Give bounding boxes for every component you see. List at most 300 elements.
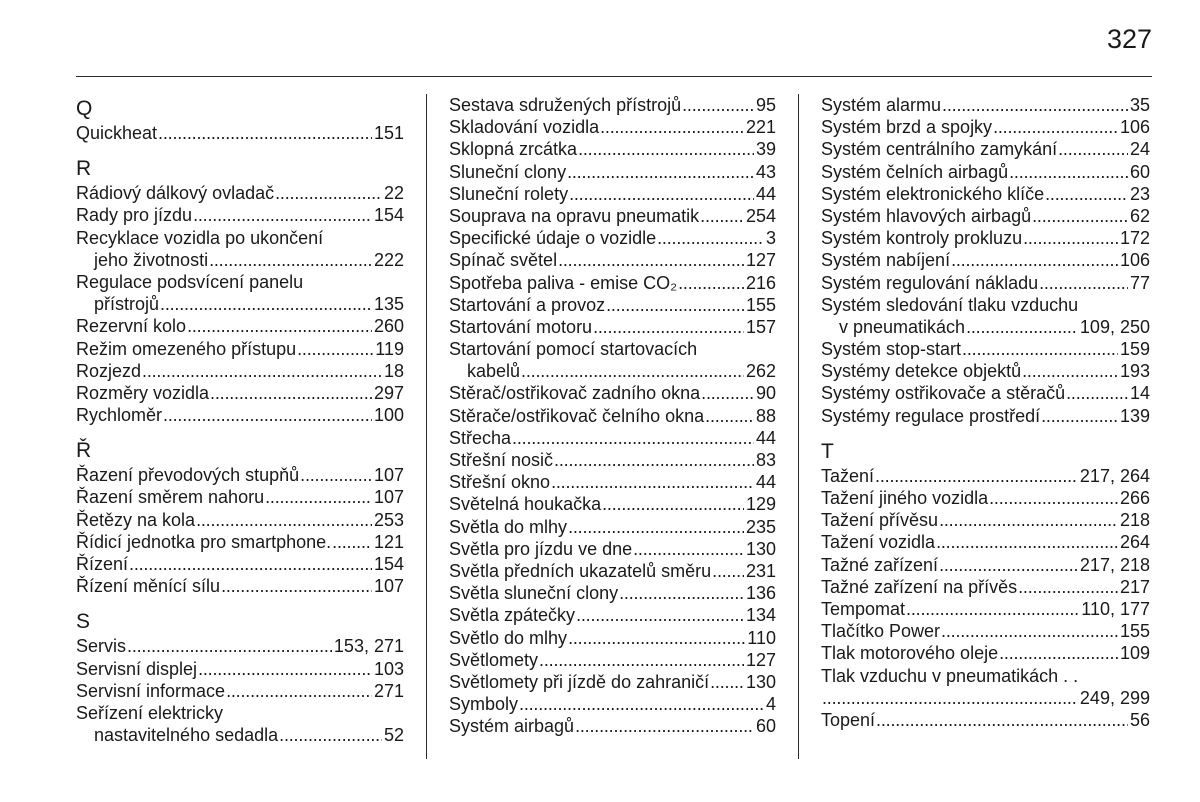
index-entry	[76, 249, 404, 271]
index-entry-term: Stěrač/ostřikovač zadního okna	[449, 383, 701, 404]
index-entry-first-line: Startování pomocí startovacích	[449, 339, 698, 360]
dot-leader	[196, 509, 372, 531]
index-entry-term: Světelná houkačka	[449, 494, 602, 515]
index-entry-page: 103	[373, 658, 404, 679]
index-entry-term: Tažení jiného vozidla	[821, 488, 989, 508]
index-entry-page: 35	[1129, 95, 1150, 115]
index-entry-term: Startování a provoz	[449, 294, 606, 315]
index-entry-term: Systémy regulace prostředí	[821, 405, 1041, 426]
dot-leader	[962, 338, 1118, 360]
index-entry	[449, 560, 776, 582]
index-entry-page: 60	[755, 716, 776, 737]
index-entry-page: 110, 177	[1081, 598, 1150, 619]
dot-leader	[682, 94, 754, 116]
index-entry	[76, 293, 404, 315]
index-entry	[821, 138, 1150, 160]
index-entry-page: 154	[373, 554, 404, 574]
dot-leader	[554, 449, 754, 471]
index-entry	[821, 338, 1150, 360]
index-entry	[821, 509, 1150, 531]
index-entry-term: Spotřeba paliva - emise CO₂	[449, 272, 678, 293]
index-entry-page: 266	[1119, 488, 1150, 508]
dot-leader	[160, 293, 372, 315]
index-entry-term: Servisní informace	[76, 680, 226, 701]
index-entry	[821, 487, 1150, 509]
index-entry-term: Světla do mlhy	[449, 516, 568, 537]
index-entry-term: Rozměry vozidla	[76, 382, 210, 403]
index-entry	[449, 471, 776, 493]
index-entry	[449, 227, 776, 249]
index-entry-page: 130	[745, 671, 776, 692]
index-entry-page: 106	[1119, 250, 1150, 271]
index-entry-page: 121	[373, 531, 404, 552]
index-entry-term: Rady pro jízdu	[76, 205, 193, 226]
index-entry	[449, 272, 776, 294]
index-entry-term: Systém čelních airbagů	[821, 161, 1009, 182]
index-entry	[449, 604, 776, 626]
index-entry	[449, 449, 776, 471]
index-entry-page: 235	[745, 516, 776, 537]
dot-leader	[941, 620, 1118, 642]
dot-leader	[539, 649, 744, 671]
dot-leader	[966, 316, 1078, 338]
dot-leader	[129, 553, 372, 575]
index-entry-term: Řazení převodových stupňů	[76, 465, 300, 486]
index-entry	[821, 554, 1150, 576]
index-entry	[76, 509, 404, 531]
index-entry-page: 77	[1129, 272, 1150, 293]
index-entry	[449, 360, 776, 382]
index-entry	[76, 338, 404, 360]
index-entry-term: Světlomety při jízdě do zahraničí	[449, 671, 710, 692]
dot-leader	[822, 687, 1078, 709]
index-entry-page: 217, 264	[1079, 465, 1150, 486]
index-entry-page: 222	[373, 249, 404, 270]
index-entry-term: Rezervní kolo	[76, 316, 187, 337]
index-entry	[76, 360, 404, 382]
index-entry	[821, 316, 1150, 338]
section-letter: T	[821, 439, 834, 463]
dot-leader	[906, 598, 1079, 620]
index-entry-term: Systém brzd a spojky	[821, 117, 993, 138]
dot-leader	[142, 360, 382, 382]
index-entry-term: Sestava sdružených přístrojů	[449, 95, 682, 115]
index-entry-page: 172	[1119, 228, 1150, 249]
index-entry-page: 119	[375, 338, 404, 359]
index-entry-page: 297	[373, 382, 404, 403]
index-entry-page: 90	[755, 383, 776, 404]
index-entry-first-line: Regulace podsvícení panelu	[76, 271, 304, 292]
dot-leader	[876, 709, 1128, 731]
dot-leader	[875, 465, 1078, 487]
dot-leader	[1041, 405, 1118, 427]
index-entry	[449, 183, 776, 205]
dot-leader	[163, 404, 372, 426]
dot-leader	[193, 204, 372, 226]
index-entry	[449, 138, 776, 160]
index-entry	[821, 531, 1150, 553]
index-entry-term: Střešní nosič	[449, 450, 554, 470]
dot-leader	[712, 560, 744, 582]
index-entry-term: Světla předních ukazatelů směru	[449, 560, 712, 581]
index-entry	[449, 161, 776, 183]
index-entry-page: 110	[747, 627, 776, 648]
index-entry	[821, 116, 1150, 138]
dot-leader	[999, 642, 1118, 664]
index-entry-page: 95	[755, 95, 776, 115]
index-entry-page: 127	[745, 250, 776, 271]
dot-leader	[936, 531, 1118, 553]
index-entry-term: Tažné zařízení na přívěs	[821, 576, 1018, 597]
index-entry-page: 44	[755, 427, 776, 448]
index-entry	[821, 249, 1150, 271]
index-entry-page: 264	[1119, 532, 1150, 553]
index-entry-term: Symboly	[449, 694, 519, 715]
index-entry	[821, 642, 1150, 664]
dot-leader	[512, 427, 754, 449]
index-entry-page: 62	[1129, 205, 1150, 226]
index-entry-page: 151	[373, 123, 404, 143]
index-entry-term: Řízení	[76, 554, 129, 574]
index-entry-term: Řízení měnící sílu	[76, 576, 221, 597]
dot-leader	[1032, 205, 1128, 227]
index-entry-term: Systém airbagů	[449, 716, 575, 737]
index-entry	[821, 598, 1150, 620]
index-entry	[449, 249, 776, 271]
index-entry	[449, 649, 776, 671]
index-entry	[449, 116, 776, 138]
index-entry	[449, 538, 776, 560]
index-entry	[821, 576, 1150, 598]
index-entry-page: 83	[755, 450, 776, 470]
index-entry-term: Systém stop-start	[821, 339, 962, 360]
index-entry-page: 217	[1119, 576, 1150, 597]
index-entry	[449, 427, 776, 449]
dot-leader	[332, 531, 372, 553]
index-entry	[449, 316, 776, 338]
dot-leader	[593, 316, 744, 338]
section-letter: R	[76, 157, 92, 181]
index-column-3	[821, 94, 1150, 731]
index-entry	[821, 405, 1150, 427]
index-entry-term: Systémy detekce objektů	[821, 361, 1022, 382]
dot-leader	[209, 249, 372, 271]
index-entry-term: Sklopná zrcátka	[449, 139, 578, 160]
index-entry-page: 24	[1129, 139, 1150, 160]
dot-leader	[521, 360, 744, 382]
index-entry-page: 60	[1129, 161, 1150, 182]
index-entry-page: 157	[745, 316, 776, 337]
index-entry-term: Světla pro jízdu ve dne	[449, 538, 633, 559]
index-entry	[449, 382, 776, 404]
index-entry-page: 254	[745, 205, 776, 226]
index-entry-term: Tempomat	[821, 598, 906, 619]
index-entry-term: Tlak motorového oleje	[821, 643, 999, 664]
dot-leader	[678, 272, 744, 294]
index-entry-page: 39	[755, 139, 776, 160]
index-entry-term: Specifické údaje o vozidle	[449, 228, 657, 249]
index-entry	[76, 658, 404, 680]
dot-leader	[1066, 382, 1128, 404]
dot-leader	[1022, 360, 1118, 382]
index-entry-page: 216	[745, 272, 776, 293]
section-letter: Ř	[76, 439, 92, 463]
index-entry	[821, 272, 1150, 294]
index-entry-page: 218	[1119, 510, 1150, 531]
index-entry-page: 262	[745, 361, 776, 382]
index-entry	[449, 693, 776, 715]
index-entry-page: 107	[373, 487, 404, 508]
dot-leader	[187, 315, 372, 337]
index-entry-term: Řetězy na kola	[76, 509, 196, 530]
column-divider-1	[426, 94, 427, 759]
index-entry-first-line: Tlak vzduchu v pneumatikách . .	[821, 665, 1079, 686]
column-divider-2	[798, 94, 799, 759]
index-entry-term: Rozjezd	[76, 360, 142, 381]
index-entry-term: Tlačítko Power	[821, 621, 941, 642]
index-entry-page: 107	[373, 465, 404, 486]
dot-leader	[221, 575, 372, 597]
index-entry	[76, 724, 404, 746]
index-entry-page: 18	[383, 360, 404, 381]
index-entry	[76, 204, 404, 226]
index-entry-page: 155	[1119, 621, 1150, 642]
index-entry-page: 14	[1129, 383, 1150, 404]
index-entry-term: Quickheat	[76, 123, 158, 143]
index-entry-page: 249, 299	[1079, 687, 1150, 708]
index-entry	[449, 582, 776, 604]
dot-leader	[701, 382, 754, 404]
section-letter: Q	[76, 97, 93, 120]
index-entry-page: 44	[755, 183, 776, 204]
dot-leader	[567, 161, 754, 183]
index-entry-page: 159	[1119, 339, 1150, 360]
dot-leader	[1023, 227, 1118, 249]
index-entry-term: Řídicí jednotka pro smartphone.	[76, 531, 332, 552]
index-entry-term: Systém kontroly prokluzu	[821, 228, 1023, 249]
index-entry	[821, 205, 1150, 227]
index-entry-page: 109	[1119, 643, 1150, 664]
index-entry-term: Systém alarmu	[821, 95, 942, 115]
dot-leader	[1045, 183, 1128, 205]
index-entry-page: 253	[373, 509, 404, 530]
index-entry-page: 154	[373, 205, 404, 226]
dot-leader	[568, 627, 745, 649]
index-entry-term: Skladování vozidla	[449, 117, 600, 138]
index-entry-page: 231	[745, 560, 776, 581]
index-entry-page: 129	[745, 494, 776, 515]
index-entry-term: Systém elektronického klíče	[821, 183, 1045, 204]
index-entry-term: Stěrače/ostřikovač čelního okna	[449, 405, 705, 426]
index-entry-term: Systém centrálního zamykání	[821, 139, 1058, 160]
index-entry	[76, 575, 404, 597]
index-entry	[449, 671, 776, 693]
dot-leader	[551, 471, 754, 493]
index-entry-term: v pneumatikách	[839, 316, 966, 337]
index-entry-term: kabelů	[467, 361, 521, 382]
index-entry	[821, 227, 1150, 249]
index-entry	[449, 627, 776, 649]
dot-leader	[265, 486, 372, 508]
index-entry	[76, 464, 404, 486]
dot-leader	[1058, 138, 1128, 160]
dot-leader	[710, 671, 744, 693]
index-entry-term: jeho životnosti	[94, 249, 209, 270]
dot-leader	[568, 516, 744, 538]
index-entry-term: Rádiový dálkový ovladač	[76, 183, 275, 204]
index-entry	[76, 404, 404, 426]
dot-leader	[1009, 161, 1128, 183]
index-entry	[76, 382, 404, 404]
index-entry	[76, 553, 404, 575]
dot-leader	[1018, 576, 1118, 598]
index-entry-term: přístrojů	[94, 294, 160, 315]
index-entry-term: Tažení	[821, 465, 875, 486]
index-entry-term: Systém regulování nákladu	[821, 272, 1039, 293]
dot-leader	[619, 582, 744, 604]
index-column-2	[449, 94, 776, 737]
index-entry-page: 107	[373, 576, 404, 597]
index-entry-page: 217, 218	[1079, 554, 1150, 575]
dot-leader	[700, 205, 744, 227]
index-entry	[76, 680, 404, 702]
dot-leader	[993, 116, 1118, 138]
dot-leader	[1039, 272, 1128, 294]
index-entry-term: Startování motoru	[449, 316, 593, 337]
index-entry-term: Souprava na opravu pneumatik	[449, 205, 700, 226]
index-entry	[821, 360, 1150, 382]
header-rule	[76, 76, 1152, 77]
page-number: 327	[1106, 24, 1152, 54]
index-entry	[821, 620, 1150, 642]
index-entry-term: Řazení směrem nahoru	[76, 487, 265, 508]
dot-leader	[939, 554, 1078, 576]
index-entry-term: Tažení vozidla	[821, 532, 936, 553]
dot-leader	[127, 635, 332, 657]
index-entry-page: 3	[765, 228, 776, 249]
index-entry-term: Spínač světel	[449, 250, 558, 271]
index-entry-page: 136	[745, 583, 776, 604]
index-entry-page: 153, 271	[333, 636, 404, 657]
dot-leader	[300, 464, 372, 486]
dot-leader	[198, 658, 372, 680]
index-entry-term: Servisní displej	[76, 658, 198, 679]
dot-leader	[558, 249, 744, 271]
index-entry-term: Systémy ostřikovače a stěračů	[821, 383, 1066, 404]
index-entry-first-line: Seřízení elektricky	[76, 702, 224, 723]
dot-leader	[158, 122, 372, 144]
index-entry-term: Světlo do mlhy	[449, 627, 568, 648]
index-entry-page: 260	[373, 316, 404, 337]
index-entry	[76, 531, 404, 553]
index-entry-page: 130	[745, 538, 776, 559]
index-entry-page: 127	[745, 649, 776, 670]
index-entry-page: 271	[373, 680, 404, 701]
index-entry	[449, 715, 776, 737]
index-entry-term: Světlomety	[449, 649, 539, 670]
index-entry	[449, 493, 776, 515]
index-entry-term: Systém hlavových airbagů	[821, 205, 1032, 226]
index-entry	[449, 516, 776, 538]
index-entry-term: Světla zpátečky	[449, 605, 576, 626]
index-column-1	[76, 94, 404, 746]
dot-leader	[657, 227, 764, 249]
dot-leader	[275, 182, 382, 204]
dot-leader	[989, 487, 1118, 509]
index-entry	[76, 182, 404, 204]
dot-leader	[705, 405, 754, 427]
dot-leader	[279, 724, 382, 746]
dot-leader	[951, 249, 1118, 271]
index-entry-term: nastavitelného sedadla	[94, 725, 279, 746]
dot-leader	[633, 538, 744, 560]
dot-leader	[226, 680, 372, 702]
index-entry-page: 139	[1119, 405, 1150, 426]
index-entry	[449, 294, 776, 316]
index-entry-first-line: Systém sledování tlaku vzduchu	[821, 294, 1079, 315]
dot-leader	[600, 116, 744, 138]
index-entry-term: Střecha	[449, 427, 512, 448]
index-entry-term: Režim omezeného přístupu	[76, 338, 297, 359]
index-entry-page: 155	[745, 294, 776, 315]
dot-leader	[210, 382, 372, 404]
index-entry-page: 109, 250	[1079, 316, 1150, 337]
index-entry-page: 134	[745, 605, 776, 626]
dot-leader	[578, 138, 754, 160]
index-entry-term: Světla sluneční clony	[449, 583, 619, 604]
index-entry	[76, 122, 404, 144]
index-entry	[76, 635, 404, 657]
index-entry-term: Systém nabíjení	[821, 250, 951, 271]
index-entry	[821, 709, 1150, 731]
index-entry	[449, 205, 776, 227]
index-entry-page: 4	[765, 694, 776, 715]
dot-leader	[519, 693, 764, 715]
index-entry	[449, 94, 776, 116]
index-entry-term: Topení	[821, 709, 876, 730]
index-entry	[821, 94, 1150, 116]
index-entry-term: Tažení přívěsu	[821, 510, 939, 531]
section-letter: S	[76, 610, 91, 634]
index-entry-page: 23	[1129, 183, 1150, 204]
index-entry-page: 221	[745, 117, 776, 138]
index-entry-page: 52	[383, 725, 404, 746]
index-entry-term: Střešní okno	[449, 472, 551, 493]
dot-leader	[569, 183, 754, 205]
index-entry	[449, 405, 776, 427]
index-entry	[821, 465, 1150, 487]
index-entry-page: 193	[1119, 361, 1150, 382]
index-entry-page: 56	[1129, 709, 1150, 730]
index-entry	[821, 161, 1150, 183]
dot-leader	[606, 294, 744, 316]
index-entry-page: 88	[755, 405, 776, 426]
index-entry-term: Tažné zařízení	[821, 554, 939, 575]
index-entry-term: Sluneční clony	[449, 161, 567, 182]
index-entry	[821, 382, 1150, 404]
index-entry-page: 43	[755, 161, 776, 182]
index-entry-page: 22	[383, 183, 404, 204]
dot-leader	[297, 338, 373, 360]
index-entry	[76, 486, 404, 508]
index-entry-term: Sluneční rolety	[449, 183, 569, 204]
index-entry	[821, 687, 1150, 709]
index-entry	[821, 183, 1150, 205]
index-entry-page: 135	[373, 294, 404, 315]
dot-leader	[575, 715, 754, 737]
index-entry-first-line: Recyklace vozidla po ukončení	[76, 227, 324, 248]
index-entry-page: 44	[755, 472, 776, 493]
